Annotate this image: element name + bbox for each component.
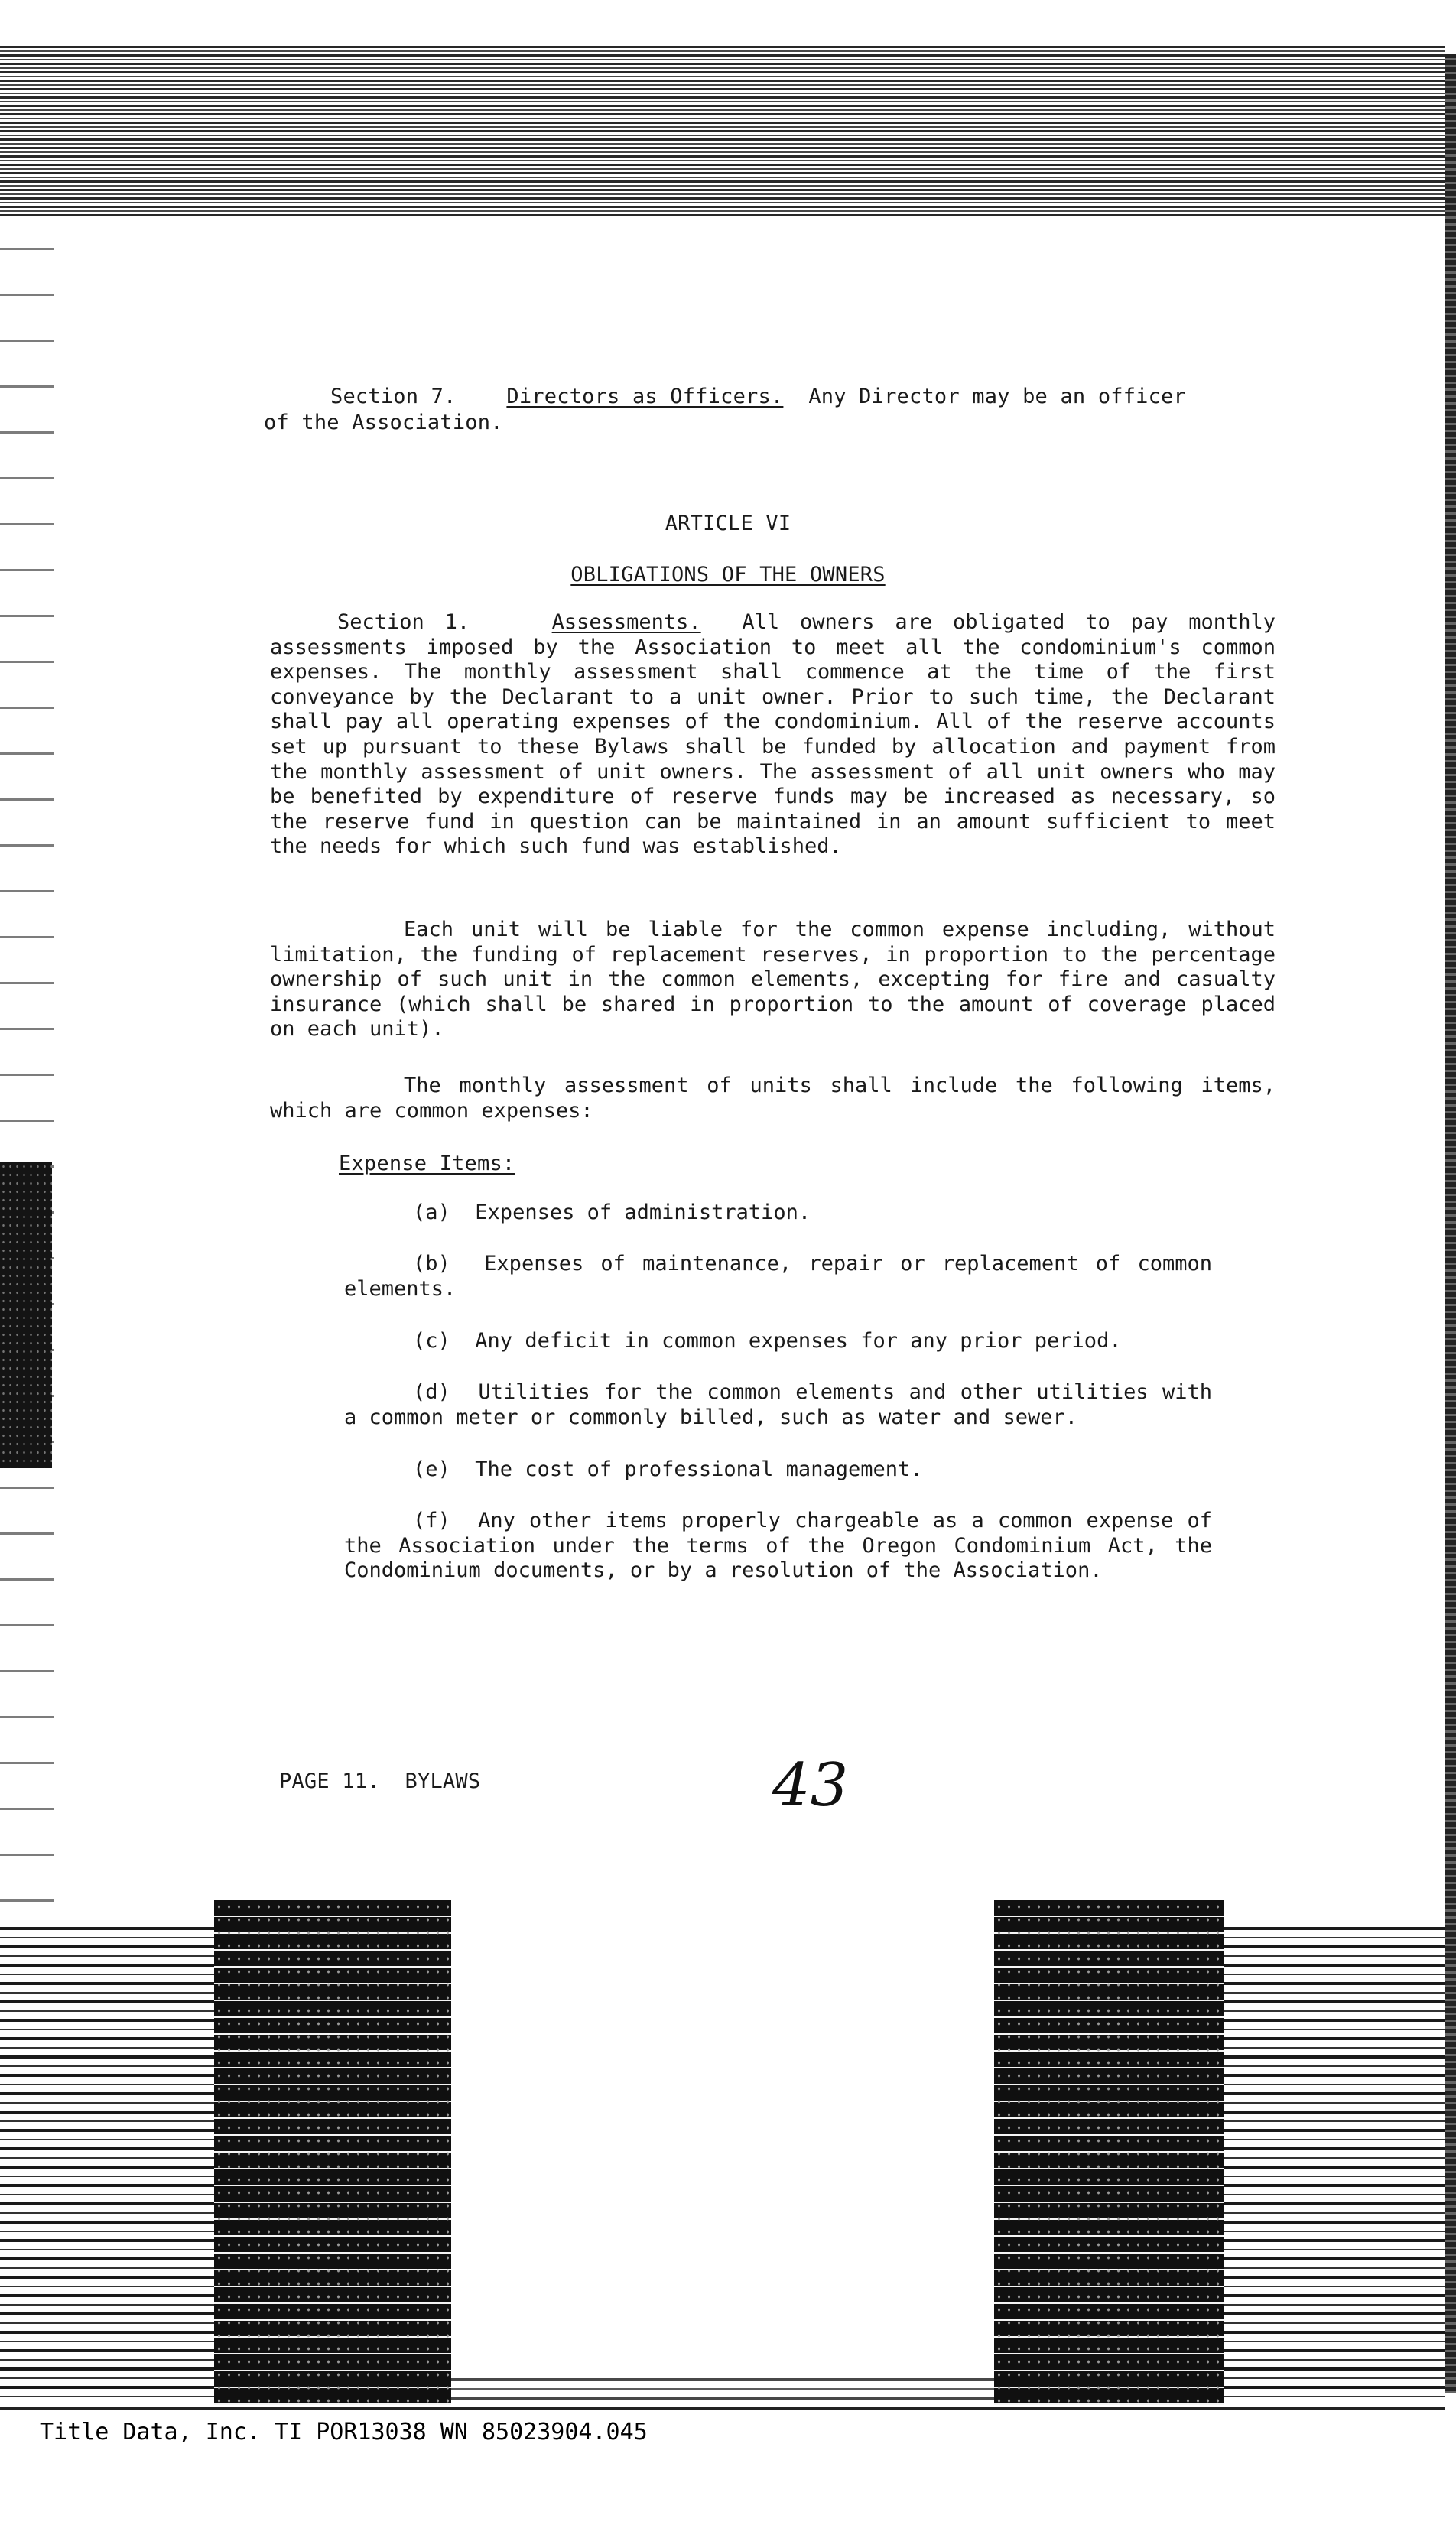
section1-text: All owners are obligated to pay monthly assessments imposed by the Association to meet all the condominium's common expenses. The monthly assessment shall commence at the time of the first conveyance by the Declarant to a unit owner. Prior to such time, the Declarant shall pay all operating expenses of the condominium. All of the reserve accounts set up pursuant to these Bylaws shall be funded by allocation and payment from the monthly assessment of unit owners. The assessment of all unit owners who may be benefited by expenditure of reserve funds may be increased as necessary, so the reserve fund in question can be maintained in an amount sufficient to meet the needs for which such fund was established. [270, 610, 1276, 859]
expense-item-b: (b) Expenses of maintenance, repair or replacement of common elements. [344, 1252, 1212, 1301]
section1-number: Section 1. [337, 610, 470, 634]
scan-margin-marks [0, 222, 54, 1904]
scan-edge-right [1445, 54, 1456, 2393]
section7-text-line1: Any Director may be an officer [808, 385, 1187, 408]
article-heading: ARTICLE VI [665, 512, 791, 535]
handwritten-page-number: 43 [772, 1751, 849, 1820]
assessment-items-paragraph: The monthly assessment of units shall include the following items, which are common expenses: [270, 1074, 1276, 1123]
section1-paragraph [270, 610, 1276, 860]
expense-items-heading: Expense Items: [339, 1152, 515, 1175]
scan-lines-center [451, 2378, 994, 2404]
scan-artifact-bottom-right [994, 1900, 1224, 2405]
scan-noise-top [0, 46, 1445, 218]
section7-number: Section 7. [330, 385, 457, 408]
expense-item-c: (c) Any deficit in common expenses for any prior period. [413, 1329, 1122, 1353]
scan-lines-left [0, 1927, 214, 2401]
scan-lines-right [1224, 1927, 1445, 2401]
scan-artifact-bottom-left [214, 1900, 451, 2405]
recording-footer: Title Data, Inc. TI POR13038 WN 85023904.045 [40, 2419, 648, 2445]
section7-text-line2: of the Association. [264, 411, 503, 434]
expense-item-a: (a) Expenses of administration. [413, 1201, 811, 1224]
liability-paragraph: Each unit will be liable for the common expense including, without limitation, the funding of replacement reserves, in proportion to the percentage ownership of such unit in the common elements, excepting for fire and casualty insurance (which shall be shared in proportion to the amount of coverage placed on each unit). [270, 918, 1276, 1042]
expense-item-f: (f) Any other items properly chargeable as a common expense of the Association under the terms of the Oregon Condominium Act, the Condominium documents, or by a resolution of the Association. [344, 1509, 1212, 1583]
section1-title: Assessments. [551, 610, 701, 634]
section7-line1 [330, 384, 1186, 410]
expense-item-e: (e) The cost of professional management. [413, 1457, 923, 1481]
section7-title: Directors as Officers. [506, 385, 784, 408]
expense-item-d: (d) Utilities for the common elements and other utilities with a common meter or commonly billed, such as water and sewer. [344, 1380, 1213, 1429]
article-subheading: OBLIGATIONS OF THE OWNERS [570, 563, 886, 587]
scan-artifact-left [0, 1162, 52, 1468]
page-footer: PAGE 11. BYLAWS [279, 1769, 481, 1793]
bottom-rule [0, 2407, 1445, 2410]
